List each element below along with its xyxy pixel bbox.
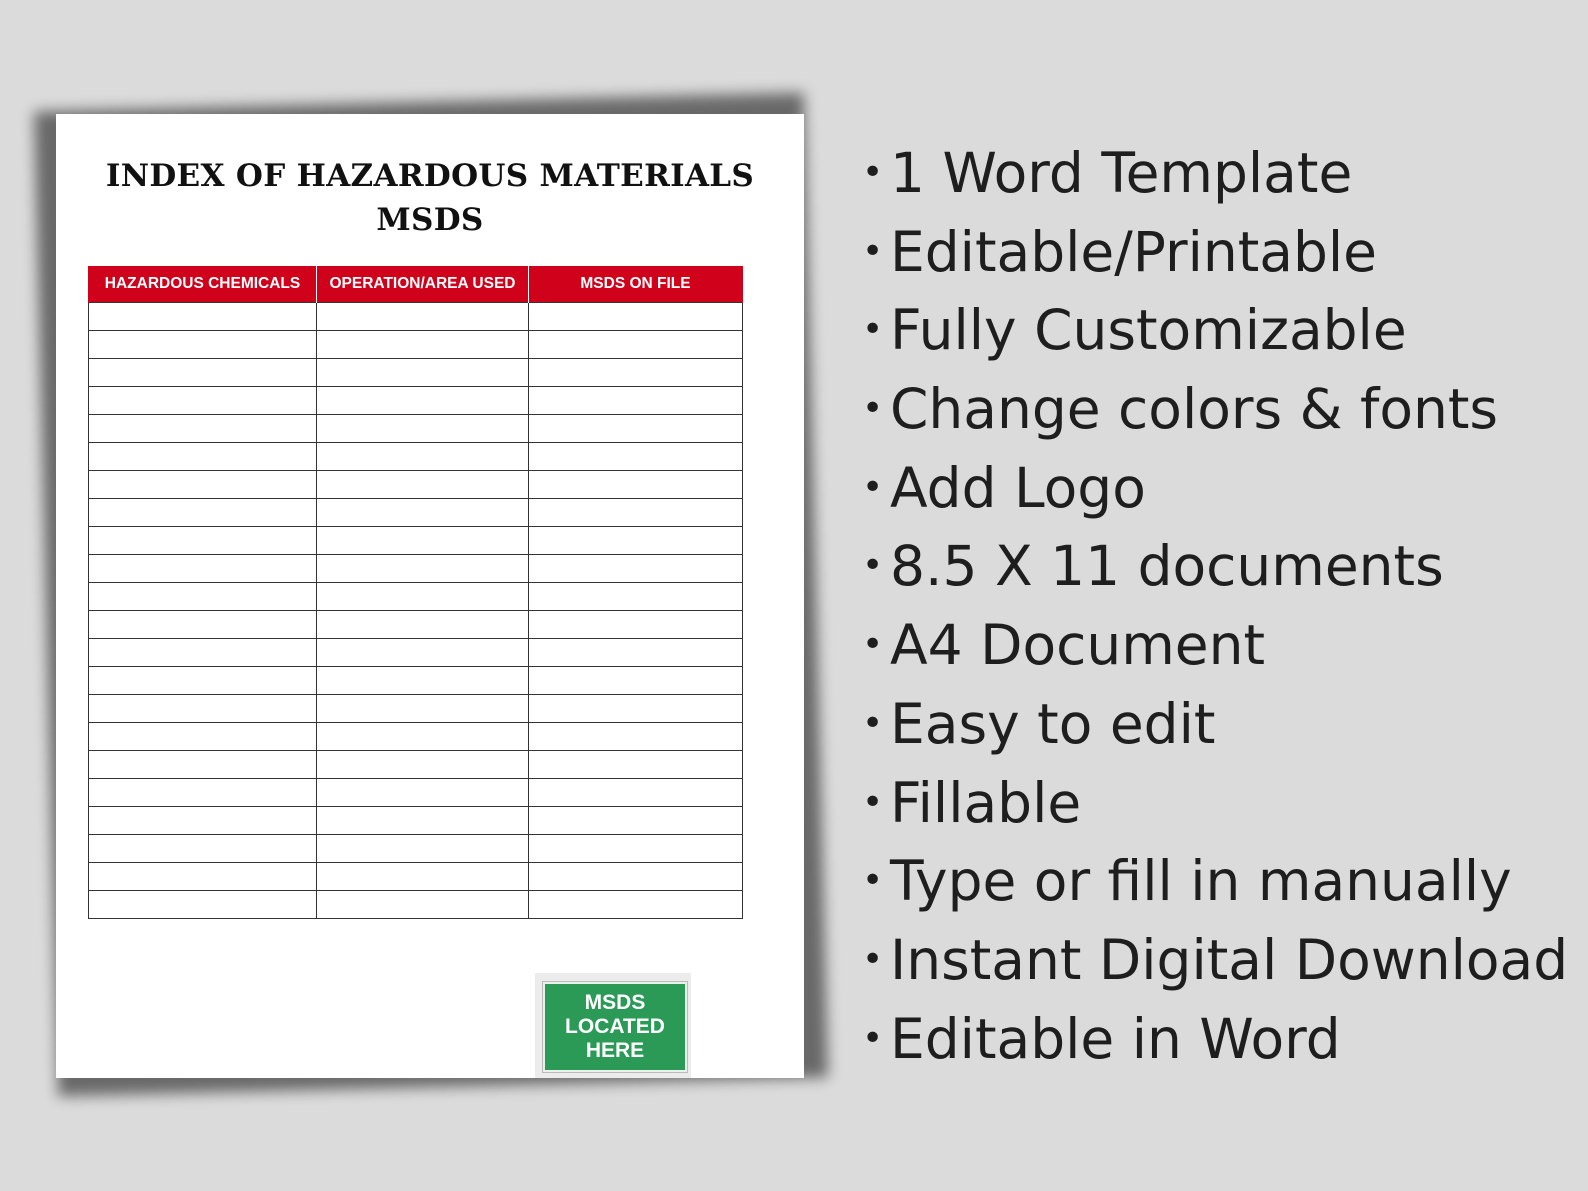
table-cell	[317, 527, 529, 555]
feature-item	[862, 213, 1568, 292]
table-cell	[317, 723, 529, 751]
bullet-icon: •	[862, 545, 884, 587]
table-row	[89, 779, 743, 807]
feature-item	[862, 449, 1568, 528]
table-cell	[317, 611, 529, 639]
feature-text: Instant Digital Download	[890, 927, 1569, 992]
table-cell	[317, 555, 529, 583]
sign-line-3: HERE	[585, 1039, 645, 1062]
table-cell	[529, 359, 743, 387]
table-row	[89, 499, 743, 527]
feature-item	[862, 685, 1568, 764]
feature-item	[862, 527, 1568, 606]
feature-text: 8.5 X 11 documents	[890, 534, 1444, 599]
table-cell	[529, 611, 743, 639]
feature-item	[862, 921, 1568, 1000]
table-cell	[529, 303, 743, 331]
table-cell	[89, 415, 317, 443]
bullet-icon: •	[862, 781, 884, 823]
column-header-msds-on-file: MSDS ON FILE	[529, 266, 743, 303]
table-cell	[317, 499, 529, 527]
table-cell	[89, 723, 317, 751]
table-row	[89, 723, 743, 751]
title-line-1: INDEX OF HAZARDOUS MATERIALS	[105, 158, 755, 194]
table-cell	[529, 415, 743, 443]
table-cell	[89, 443, 317, 471]
table-cell	[89, 807, 317, 835]
table-cell	[529, 555, 743, 583]
table-body	[89, 303, 743, 919]
table-cell	[317, 303, 529, 331]
table-cell	[529, 639, 743, 667]
table-cell	[89, 359, 317, 387]
table-row	[89, 863, 743, 891]
table-cell	[89, 527, 317, 555]
table-cell	[317, 471, 529, 499]
table-row	[89, 891, 743, 919]
table-row	[89, 611, 743, 639]
table-row	[89, 415, 743, 443]
table-cell	[317, 751, 529, 779]
table-cell	[529, 443, 743, 471]
table-row	[89, 807, 743, 835]
feature-text: Change colors & fonts	[890, 377, 1499, 442]
table-cell	[317, 667, 529, 695]
table-row	[89, 639, 743, 667]
table-cell	[89, 387, 317, 415]
table-cell	[317, 863, 529, 891]
table-row	[89, 387, 743, 415]
column-header-hazardous-chemicals: HAZARDOUS CHEMICALS	[89, 266, 317, 303]
table-cell	[529, 835, 743, 863]
sign-line-1: MSDS	[584, 991, 646, 1014]
bullet-icon: •	[862, 702, 884, 744]
table-cell	[317, 359, 529, 387]
document-page	[56, 114, 804, 1078]
bullet-icon: •	[862, 309, 884, 351]
table-cell	[317, 443, 529, 471]
table-cell	[89, 639, 317, 667]
table-cell	[317, 779, 529, 807]
table-cell	[89, 779, 317, 807]
table-cell	[89, 835, 317, 863]
table-cell	[529, 387, 743, 415]
hazardous-materials-table	[88, 266, 743, 919]
table-row	[89, 751, 743, 779]
table-cell	[529, 527, 743, 555]
table-cell	[529, 583, 743, 611]
table-cell	[529, 751, 743, 779]
table-cell	[529, 863, 743, 891]
bullet-icon: •	[862, 938, 884, 980]
table-row	[89, 303, 743, 331]
table-header-row	[89, 266, 743, 303]
feature-item	[862, 1000, 1568, 1079]
table-cell	[529, 667, 743, 695]
table-row	[89, 443, 743, 471]
feature-item	[862, 842, 1568, 921]
bullet-icon: •	[862, 152, 884, 193]
table-row	[89, 471, 743, 499]
table-cell	[529, 499, 743, 527]
document-title	[56, 154, 804, 242]
table-cell	[89, 751, 317, 779]
table-cell	[89, 499, 317, 527]
table-cell	[529, 723, 743, 751]
table-cell	[89, 611, 317, 639]
table-row	[89, 583, 743, 611]
feature-item	[862, 764, 1568, 843]
feature-text: Easy to edit	[890, 691, 1216, 756]
table-cell	[317, 639, 529, 667]
table-row	[89, 555, 743, 583]
table-cell	[529, 891, 743, 919]
feature-text: Add Logo	[890, 455, 1146, 520]
feature-text: Editable/Printable	[890, 219, 1378, 284]
table-cell	[529, 779, 743, 807]
table-cell	[89, 331, 317, 359]
column-header-operation-area-used: OPERATION/AREA USED	[317, 266, 529, 303]
table-cell	[317, 583, 529, 611]
bullet-icon: •	[862, 230, 884, 272]
table-row	[89, 667, 743, 695]
feature-item	[862, 291, 1568, 370]
table-cell	[317, 387, 529, 415]
bullet-icon: •	[862, 860, 884, 902]
table-cell	[529, 695, 743, 723]
table-cell	[529, 471, 743, 499]
table-row	[89, 331, 743, 359]
feature-text: Type or fill in manually	[890, 849, 1512, 914]
table-cell	[89, 667, 317, 695]
feature-item	[862, 370, 1568, 449]
feature-text: 1 Word Template	[890, 141, 1353, 205]
table-cell	[529, 331, 743, 359]
feature-text: A4 Document	[890, 613, 1266, 678]
feature-list	[862, 134, 1568, 1078]
table-cell	[89, 471, 317, 499]
bullet-icon: •	[862, 624, 884, 666]
table-row	[89, 359, 743, 387]
bullet-icon: •	[862, 466, 884, 508]
bullet-icon: •	[862, 1017, 884, 1059]
sign-line-2: LOCATED	[565, 1015, 665, 1038]
table-cell	[317, 415, 529, 443]
feature-text: Fully Customizable	[890, 298, 1407, 363]
title-line-2: MSDS	[376, 202, 484, 238]
table-cell	[529, 807, 743, 835]
msds-located-here-sign	[543, 982, 687, 1072]
table-cell	[317, 331, 529, 359]
feature-item	[862, 134, 1568, 213]
table-cell	[89, 583, 317, 611]
table-cell	[317, 891, 529, 919]
bullet-icon: •	[862, 388, 884, 430]
table-row	[89, 527, 743, 555]
table-cell	[89, 303, 317, 331]
table-cell	[89, 891, 317, 919]
feature-text: Fillable	[890, 770, 1082, 835]
table-cell	[89, 863, 317, 891]
table-row	[89, 695, 743, 723]
feature-item	[862, 606, 1568, 685]
table-cell	[89, 555, 317, 583]
table-row	[89, 835, 743, 863]
table-cell	[89, 695, 317, 723]
table-cell	[317, 835, 529, 863]
feature-text: Editable in Word	[890, 1006, 1341, 1071]
table-cell	[317, 807, 529, 835]
table-cell	[317, 695, 529, 723]
